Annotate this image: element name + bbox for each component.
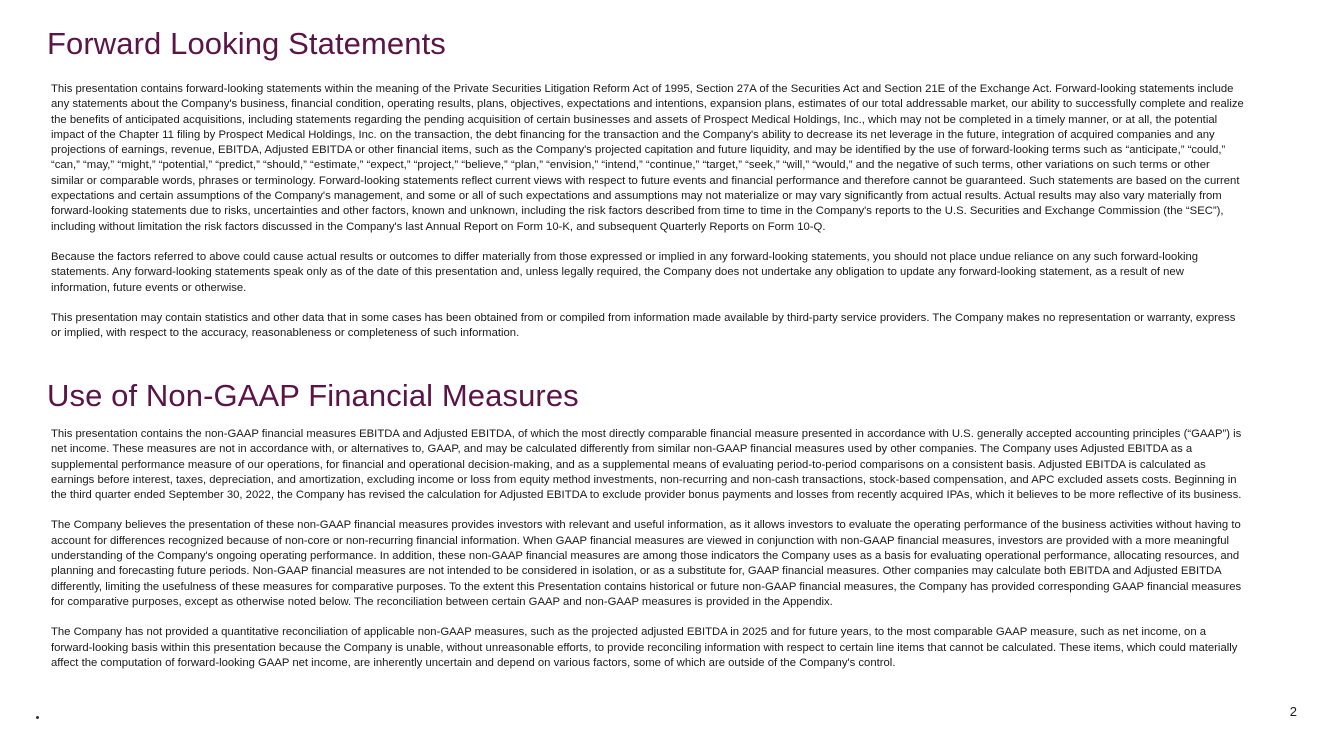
paragraph: The Company believes the presentation of these non-GAAP financial measures provides investors with relevant and useful information, as it allows investors to evaluate the operating performance of the business activities without having to account for differences recognized because of non-core or non-recurring financial information. When GAAP financial measures are viewed in conjunction with non-GAAP financial measures, investors are provided with a more meaningful understanding of the Company's ongoing operating performance. In addition, these non-GAAP financial measures are among those indicators the Company uses as a basis for evaluating operational performance, allocating resources, and planning and forecasting future periods. Non-GAAP financial measures are not intended to be considered in isolation, or as a substitute for, GAAP financial measures. Other companies may calculate both EBITDA and Adjusted EBITDA differently, limiting the usefulness of these measures for comparative purposes. To the extent this Presentation contains historical or future non-GAAP financial measures, the Company has provided corresponding GAAP financial measures for comparative purposes, except as otherwise noted below. The reconciliation between certain GAAP and non-GAAP measures is provided in the Appendix. bbox=[51, 519, 1242, 608]
paragraph: The Company has not provided a quantitative reconciliation of applicable non-GAAP measures, such as the projected adjusted EBITDA in 2025 and for future years, to the most comparable GAAP measure, such as net income, on a forward-looking basis within this presentation because the Company is unable, without unreasonable efforts, to provide reconciling information with respect to certain line items that cannot be calculated. These items, which could materially affect the computation of forward-looking GAAP net income, are inherently uncertain and depend on various factors, some of which are outside of the Company's control. bbox=[51, 626, 1238, 669]
paragraph: Because the factors referred to above could cause actual results or outcomes to differ materially from those expressed or implied in any forward-looking statements, you should not place undue reliance on any such forward-looking statements. Any forward-looking statements speak only as of the date of this presentation and, unless legally required, the Company does not undertake any obligation to update any forward-looking statement, as a result of new information, future events or otherwise. bbox=[51, 250, 1199, 294]
paragraph: This presentation contains forward-looking statements within the meaning of the Private Securities Litigation Reform Act of 1995, Section 27A of the Securities Act and Section 21E of the Exchange Act. Forward-looking statements include any statements about the Company's business, financial condition, operating results, plans, objectives, expectations and intentions, expansion plans, estimates of our total addressable market, our ability to successfully complete and realize the benefits of anticipated acquisitions, including statements regarding the pending acquisition of certain businesses and assets of Prospect Medical Holdings, Inc., which may not be completed in a timely manner, or at all, the potential impact of the Chapter 11 filing by Prospect Medical Holdings, Inc. on the transaction, the debt financing for the transaction and the Company's ability to decrease its net leverage in the future, integration of acquired companies and any projections of earnings, revenue, EBITDA, Adjusted EBITDA or other financial items, such as the Company's projected capitation and future liquidity, and may be identified by the use of forward-looking terms such as “anticipate,” “could,” “can,” “may,” “might,” “potential,” “predict,” “should,” “estimate,” “expect,” “project,” “believe,” “plan,” “envision,” “intend,” “continue,” “target,” “seek,” “will,” “would,” and the negative of such terms, other variations on such terms or other similar or comparable words, phrases or terminology. Forward-looking statements reflect current views with respect to future events and financial performance and therefore cannot be guaranteed. Such statements are based on the current expectations and certain assumptions of the Company's management, and some or all of such expectations and assumptions may not materialize or may vary significantly from actual results. Actual results may also vary materially from forward-looking statements due to risks, uncertainties and other factors, known and unknown, including the risk factors described from time to time in the Company's reports to the U.S. Securities and Exchange Commission (the “SEC”), including without limitation the risk factors discussed in the Company's last Annual Report on Form 10-K, and subsequent Quarterly Reports on Form 10-Q. bbox=[51, 83, 1244, 233]
forward-looking-body bbox=[51, 82, 1245, 341]
footer-bullet-icon bbox=[36, 716, 39, 719]
page-number: 2 bbox=[1289, 704, 1297, 719]
section-title-forward-looking: Forward Looking Statements bbox=[47, 26, 446, 61]
non-gaap-body bbox=[51, 427, 1245, 671]
section-title-non-gaap: Use of Non-GAAP Financial Measures bbox=[47, 378, 579, 413]
paragraph: This presentation may contain statistics and other data that in some cases has been obtained from or compiled from information made available by third-party service providers. The Company makes no representation or warranty, express or implied, with respect to the accuracy, reasonableness or completeness of such information. bbox=[51, 311, 1236, 340]
paragraph: This presentation contains the non-GAAP financial measures EBITDA and Adjusted EBITDA, of which the most directly comparable financial measure presented in accordance with U.S. generally accepted accounting principles (“GAAP”) is net income. These measures are not in accordance with, or alternatives to, GAAP, and may be calculated differently from similar non-GAAP financial measures used by other companies. The Company uses Adjusted EBITDA as a supplemental performance measure of our operations, for financial and operational decision-making, and as a supplemental means of evaluating period-to-period comparisons on a consistent basis. Adjusted EBITDA is calculated as earnings before interest, taxes, depreciation, and amortization, excluding income or loss from equity method investments, non-recurring and non-cash transactions, stock-based compensation, and APC excluded assets costs. Beginning in the third quarter ended September 30, 2022, the Company has revised the calculation for Adjusted EBITDA to exclude provider bonus payments and losses from recently acquired IPAs, which it believes to be more reflective of its business. bbox=[51, 428, 1242, 502]
